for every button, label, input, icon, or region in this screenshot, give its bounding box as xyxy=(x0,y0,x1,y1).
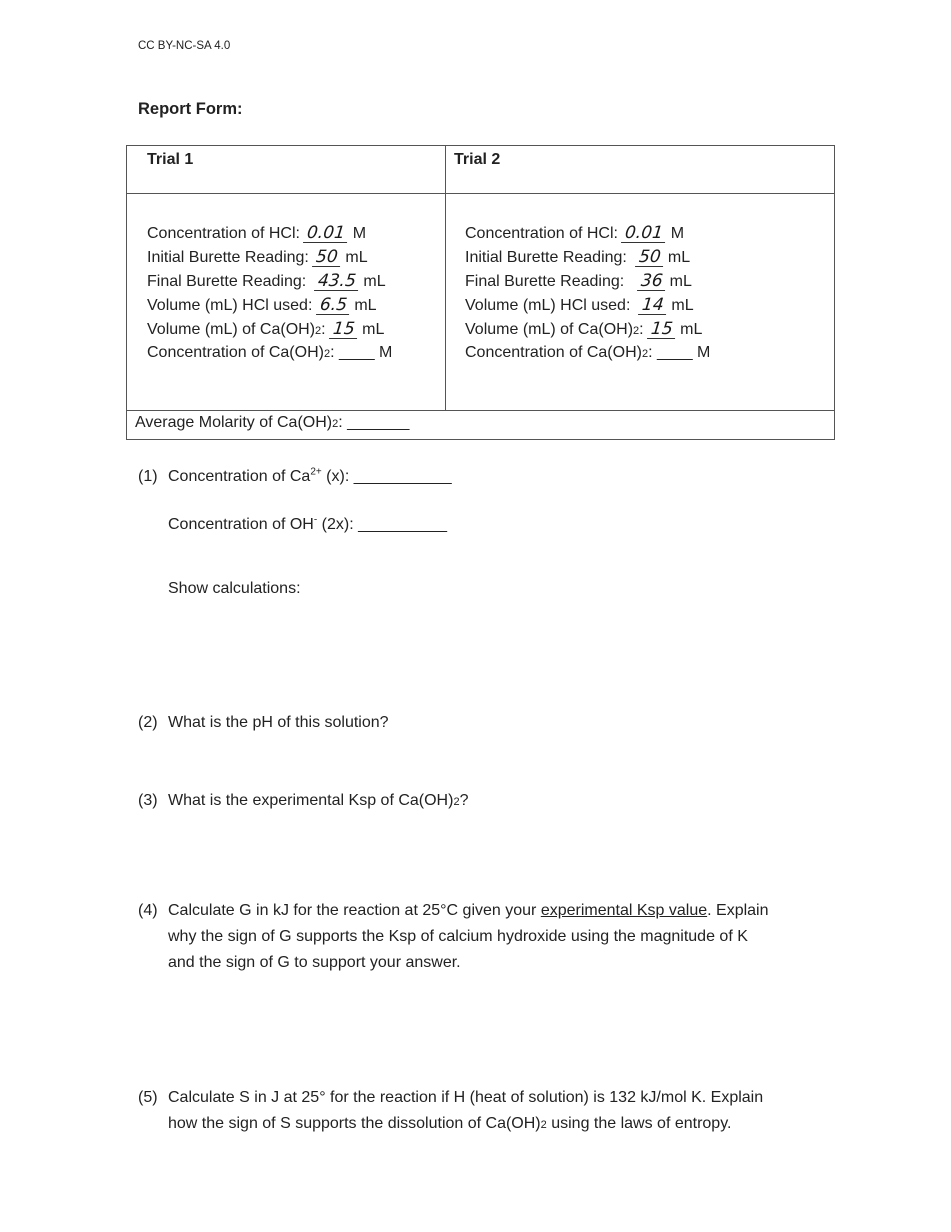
question-1-ca-text: Concentration of Ca xyxy=(168,468,311,485)
trial1-vol-caoh-label: Volume (mL) of Ca(OH) xyxy=(147,320,316,338)
trial1-vol-caoh-unit: mL xyxy=(362,320,385,338)
trial2-vol-caoh-label: Volume (mL) of Ca(OH) xyxy=(465,320,634,338)
trial1-final-label: Final Burette Reading: xyxy=(147,272,307,290)
trial1-conc-caoh-colon: : xyxy=(330,344,335,362)
question-5-line-2 xyxy=(168,1111,763,1138)
question-1-oh-line xyxy=(168,512,452,538)
trial1-vol-hcl-row xyxy=(147,294,392,318)
trial1-conc-caoh-sub: 2 xyxy=(323,348,331,361)
question-4-text-1b: . Explain xyxy=(707,902,769,919)
trial2-final-label: Final Burette Reading: xyxy=(465,272,625,290)
average-molarity-row xyxy=(135,414,409,432)
trial1-conc-caoh-unit: M xyxy=(379,344,393,362)
trial1-vol-hcl-unit: mL xyxy=(354,296,377,314)
question-4 xyxy=(138,898,769,976)
trial2-vol-caoh-row xyxy=(465,318,710,342)
trial2-final-unit: mL xyxy=(669,272,692,290)
question-2-text: What is the pH of this solution? xyxy=(168,714,389,731)
trial2-conc-caoh-unit: M xyxy=(697,344,711,362)
trial1-initial-label: Initial Burette Reading: xyxy=(147,248,309,266)
question-2-number: (2) xyxy=(138,714,158,731)
question-3 xyxy=(138,788,468,815)
question-1-ca-blank: (x): ___________ xyxy=(321,468,452,485)
trial1-initial-value: 50 xyxy=(312,248,342,267)
trial1-vol-caoh-row xyxy=(147,318,392,342)
question-5-text-2: how the sign of S supports the dissolution of Ca(OH) xyxy=(168,1115,541,1132)
trial2-vol-hcl-unit: mL xyxy=(671,296,694,314)
trial1-final-row xyxy=(147,270,392,294)
question-4-number: (4) xyxy=(138,902,158,919)
trial2-header: Trial 2 xyxy=(454,151,501,168)
question-4-line-3: and the sign of G to support your answer. xyxy=(168,954,461,971)
question-1 xyxy=(138,464,452,602)
trial1-conc-hcl-value: 0.01 xyxy=(303,224,349,243)
average-molarity-blank: : _______ xyxy=(338,414,410,431)
trial2-conc-hcl-row xyxy=(465,222,710,246)
header-divider xyxy=(127,193,834,194)
trial1-conc-caoh-row xyxy=(147,341,392,365)
trial2-initial-label: Initial Burette Reading: xyxy=(465,248,627,266)
question-3-line xyxy=(168,788,468,815)
question-3-text: What is the experimental Ksp of Ca(OH) xyxy=(168,792,454,809)
question-3-mark: ? xyxy=(459,792,469,809)
question-5-number: (5) xyxy=(138,1089,158,1106)
question-3-number: (3) xyxy=(138,792,158,809)
trial1-conc-caoh-label: Concentration of Ca(OH) xyxy=(147,344,324,362)
question-1-number: (1) xyxy=(138,468,158,485)
question-1-ca-sup: 2+ xyxy=(310,466,322,478)
average-molarity-sub: 2 xyxy=(332,418,339,430)
trial1-final-unit: mL xyxy=(363,272,386,290)
question-4-line-2: why the sign of G supports the Ksp of calcium hydroxide using the magnitude of K xyxy=(168,928,748,945)
trial2-conc-hcl-value: 0.01 xyxy=(621,224,667,243)
license-label: CC BY-NC-SA 4.0 xyxy=(138,40,231,52)
question-5-sub: 2 xyxy=(540,1119,547,1131)
question-1-oh-blank: (2x): __________ xyxy=(317,516,448,533)
question-4-line-1 xyxy=(168,898,769,924)
trial1-vol-caoh-value: 15 xyxy=(329,320,359,339)
trial1-conc-hcl-label: Concentration of HCl: xyxy=(147,225,300,242)
trial2-vol-caoh-colon: : xyxy=(639,320,644,338)
trial1-conc-hcl-row xyxy=(147,222,392,246)
question-5 xyxy=(138,1085,763,1138)
average-divider xyxy=(127,410,834,411)
trial1-vol-hcl-label: Volume (mL) HCl used: xyxy=(147,296,313,314)
question-1-show-calc: Show calculations: xyxy=(168,580,301,597)
trial1-conc-hcl-unit: M xyxy=(352,225,367,242)
trial2-conc-caoh-row xyxy=(465,341,710,365)
report-title: Report Form: xyxy=(138,100,243,118)
trial1-vol-hcl-value: 6.5 xyxy=(316,296,351,315)
question-3-sub: 2 xyxy=(453,796,460,808)
trial1-initial-unit: mL xyxy=(345,248,368,266)
question-5-line-1: Calculate S in J at 25° for the reaction if H (heat of solution) is 132 kJ/mol K. Explain xyxy=(168,1089,764,1106)
trial2-initial-value: 50 xyxy=(635,248,665,267)
trial2-vol-caoh-sub: 2 xyxy=(633,324,640,337)
trial2-vol-hcl-value: 14 xyxy=(638,296,668,315)
average-molarity-label: Average Molarity of Ca(OH) xyxy=(135,414,333,431)
trial2-vol-caoh-unit: mL xyxy=(680,320,703,338)
question-2 xyxy=(138,710,389,736)
trial2-conc-caoh-blank: ____ xyxy=(657,344,693,362)
trial2-initial-row xyxy=(465,246,710,270)
trial2-conc-hcl-label: Concentration of HCl: xyxy=(465,225,618,242)
trial2-conc-caoh-sub: 2 xyxy=(641,348,649,361)
trial1-data xyxy=(147,222,392,365)
column-divider xyxy=(445,146,446,411)
trial1-vol-caoh-sub: 2 xyxy=(315,324,322,337)
question-4-text-1: Calculate G in kJ for the reaction at 25°C given your xyxy=(168,902,541,919)
trial2-vol-caoh-value: 15 xyxy=(647,320,677,339)
question-1-ca-line xyxy=(168,464,452,490)
trial2-vol-hcl-label: Volume (mL) HCl used: xyxy=(465,296,631,314)
trial2-final-row xyxy=(465,270,710,294)
trial2-vol-hcl-row xyxy=(465,294,710,318)
report-table xyxy=(126,145,835,440)
trial2-conc-hcl-unit: M xyxy=(670,225,685,242)
trial2-initial-unit: mL xyxy=(667,248,691,266)
trial2-conc-caoh-label: Concentration of Ca(OH) xyxy=(465,344,642,362)
trial2-conc-caoh-colon: : xyxy=(648,344,653,362)
trial2-data xyxy=(465,222,710,365)
trial2-final-value: 36 xyxy=(637,272,667,291)
trial1-conc-caoh-blank: ____ xyxy=(339,344,375,362)
trial1-final-value: 43.5 xyxy=(314,272,360,291)
trial1-initial-row xyxy=(147,246,392,270)
question-1-oh-sup: - xyxy=(313,514,318,526)
trial1-header: Trial 1 xyxy=(147,151,194,168)
question-4-underlined: experimental Ksp value xyxy=(540,902,708,919)
question-1-oh-text: Concentration of OH xyxy=(168,516,314,533)
question-5-text-2b: using the laws of entropy. xyxy=(546,1115,732,1132)
trial1-vol-caoh-colon: : xyxy=(321,320,326,338)
